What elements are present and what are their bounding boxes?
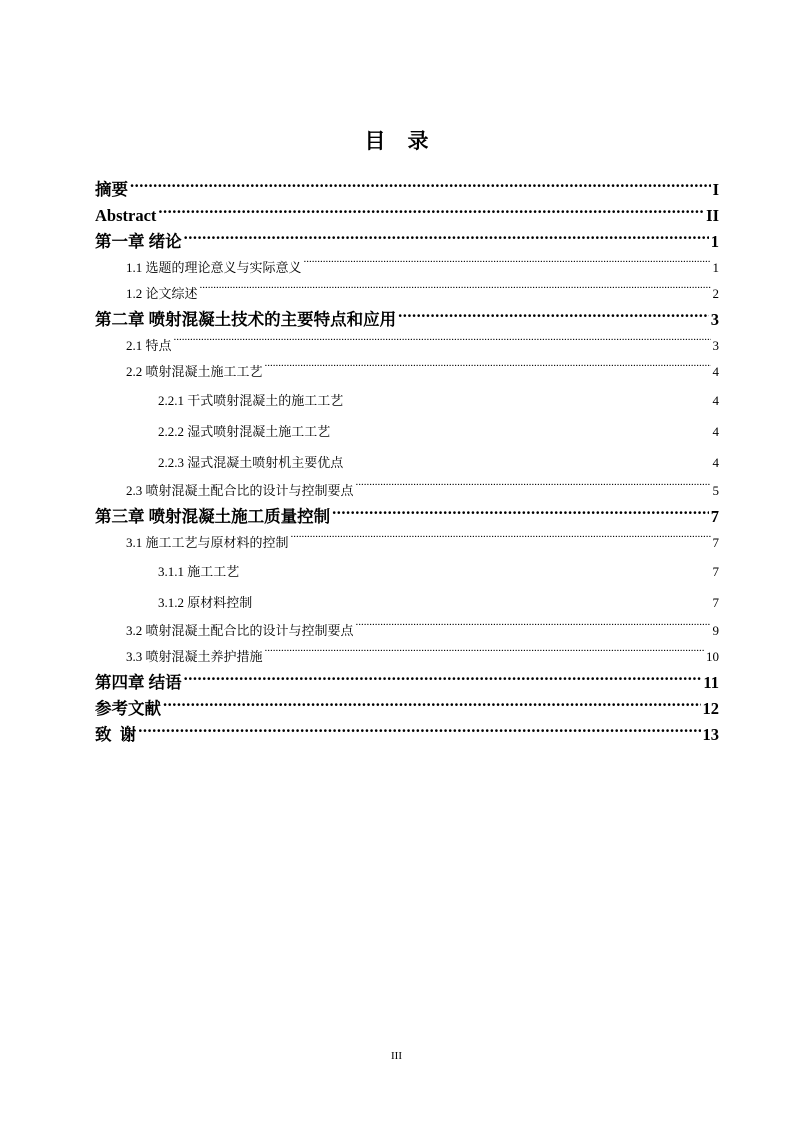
toc-entry-page: 5 [712, 483, 719, 498]
toc-entry-page: 10 [706, 649, 719, 664]
toc-entry-section-3-2[interactable] [95, 618, 719, 644]
toc-entry-page: 4 [712, 393, 719, 408]
toc-entry-section-3-1[interactable] [95, 530, 719, 556]
table-of-contents [95, 177, 719, 748]
toc-entry-page: 4 [712, 364, 719, 379]
dot-leader [356, 622, 711, 635]
toc-entry-page: 4 [712, 424, 719, 439]
toc-entry-label: 2.1 特点 [126, 338, 172, 353]
toc-entry-label: 致 谢 [95, 725, 137, 744]
toc-entry-section-2-3[interactable] [95, 478, 719, 504]
dot-leader [345, 392, 710, 405]
toc-entry-subsection-2-2-3[interactable] [95, 447, 719, 478]
toc-entry-label: 第四章 结语 [95, 673, 182, 692]
toc-entry-page: I [712, 180, 719, 199]
toc-entry-page: 3 [710, 310, 719, 329]
toc-entry-page: 7 [710, 507, 719, 526]
toc-entry-page: 3 [712, 338, 719, 353]
dot-leader [291, 534, 711, 547]
toc-entry-page: 13 [702, 725, 719, 744]
toc-entry-label: 第二章 喷射混凝土技术的主要特点和应用 [95, 310, 397, 329]
toc-entry-page: 11 [703, 673, 719, 692]
dot-leader [174, 337, 711, 350]
toc-entry-section-3-3[interactable] [95, 644, 719, 670]
toc-entry-label: 3.1.2 原材料控制 [158, 595, 253, 610]
toc-entry-section-1-1[interactable] [95, 255, 719, 281]
toc-entry-label: Abstract [95, 206, 157, 225]
toc-entry-section-2-1[interactable] [95, 333, 719, 359]
toc-entry-chapter-1[interactable] [95, 229, 719, 255]
toc-entry-subsection-3-1-2[interactable] [95, 587, 719, 618]
dot-leader [184, 672, 702, 689]
toc-entry-label: 2.2.3 湿式混凝土喷射机主要优点 [158, 455, 344, 470]
toc-entry-chapter-3[interactable] [95, 504, 719, 530]
toc-entry-label: 第一章 绪论 [95, 232, 182, 251]
dot-leader [130, 179, 711, 196]
toc-entry-acknowledgements[interactable] [95, 722, 719, 748]
dot-leader [265, 648, 704, 661]
toc-entry-section-2-2[interactable] [95, 359, 719, 385]
toc-entry-label: 摘要 [95, 180, 128, 199]
toc-entry-label: 第三章 喷射混凝土施工质量控制 [95, 507, 331, 526]
toc-entry-page: 1 [710, 232, 719, 251]
dot-leader [138, 724, 700, 741]
dot-leader [254, 594, 710, 607]
toc-entry-subsection-3-1-1[interactable] [95, 556, 719, 587]
toc-entry-label: 2.2.2 湿式喷射混凝土施工工艺 [158, 424, 331, 439]
toc-entry-subsection-2-2-1[interactable] [95, 385, 719, 416]
toc-entry-label: 3.3 喷射混凝土养护措施 [126, 649, 263, 664]
toc-entry-label: 参考文献 [95, 699, 161, 718]
toc-entry-page: 2 [712, 286, 719, 301]
dot-leader [356, 482, 711, 495]
toc-entry-chapter-4[interactable] [95, 670, 719, 696]
toc-entry-page: 7 [712, 535, 719, 550]
toc-entry-subsection-2-2-2[interactable] [95, 416, 719, 447]
toc-entry-label: 1.1 选题的理论意义与实际意义 [126, 260, 302, 275]
toc-entry-label: 2.3 喷射混凝土配合比的设计与控制要点 [126, 483, 354, 498]
toc-entry-label: 3.2 喷射混凝土配合比的设计与控制要点 [126, 623, 354, 638]
toc-entry-page: 12 [702, 699, 719, 718]
dot-leader [184, 231, 709, 248]
toc-entry-label: 3.1 施工工艺与原材料的控制 [126, 535, 289, 550]
dot-leader [241, 563, 710, 576]
dot-leader [158, 205, 704, 222]
toc-entry-page: 9 [712, 623, 719, 638]
toc-entry-page: 1 [712, 260, 719, 275]
dot-leader [200, 285, 711, 298]
page-title: 目录 [364, 129, 451, 153]
toc-entry-page: 7 [712, 595, 719, 610]
dot-leader [163, 698, 701, 715]
toc-entry-label: 2.2.1 干式喷射混凝土的施工工艺 [158, 393, 344, 408]
dot-leader [398, 309, 709, 326]
dot-leader [332, 423, 710, 436]
toc-entry-abstract-en[interactable] [95, 203, 719, 229]
toc-entry-page: 7 [712, 564, 719, 579]
toc-entry-page: 4 [712, 455, 719, 470]
toc-entry-label: 2.2 喷射混凝土施工工艺 [126, 364, 263, 379]
toc-entry-label: 1.2 论文综述 [126, 286, 198, 301]
toc-entry-references[interactable] [95, 696, 719, 722]
dot-leader [304, 259, 711, 272]
toc-entry-label: 3.1.1 施工工艺 [158, 564, 240, 579]
toc-entry-abstract-cn[interactable] [95, 177, 719, 203]
dot-leader [345, 454, 710, 467]
page-number: III [391, 1050, 402, 1062]
toc-entry-section-1-2[interactable] [95, 281, 719, 307]
dot-leader [265, 363, 711, 376]
toc-entry-page: II [706, 206, 719, 225]
toc-entry-chapter-2[interactable] [95, 307, 719, 333]
dot-leader [332, 506, 709, 523]
